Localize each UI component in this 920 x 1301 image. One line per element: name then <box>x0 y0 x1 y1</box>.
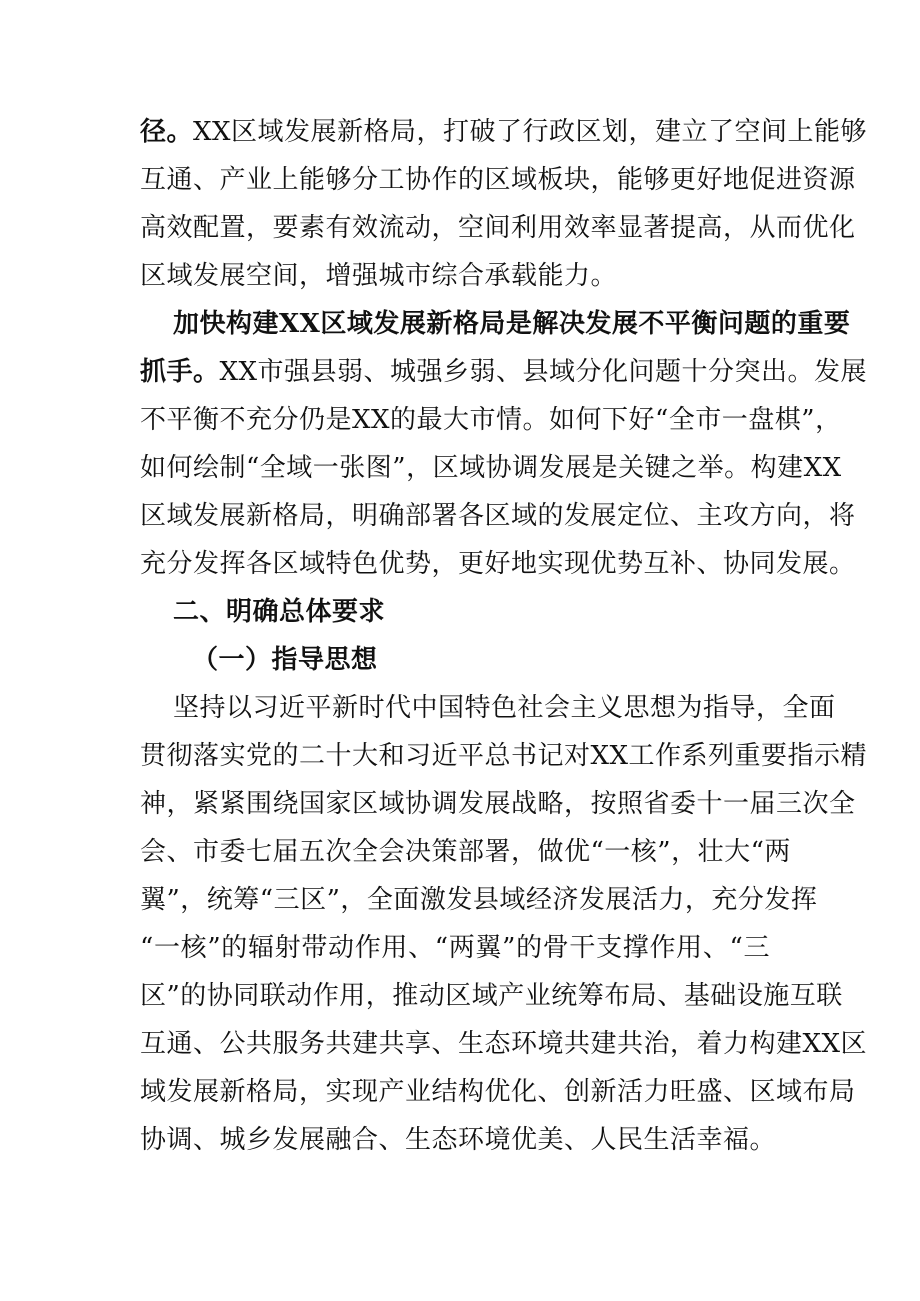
text-line: 神，紧紧围绕国家区域协调发展战略，按照省委十一届三次全 <box>140 789 856 819</box>
text-line: 翼”，统筹“三区”，全面激发县域经济发展活力，充分发挥 <box>140 885 818 915</box>
text-line: 协调、城乡发展融合、生态环境优美、人民生活幸福。 <box>140 1125 777 1155</box>
bold-lead: 抓手。 <box>140 357 220 387</box>
text-line: “一核”的辐射带动作用、“两翼”的骨干支撑作用、“三 <box>140 933 770 963</box>
text-line: 高效配置，要素有效流动，空间利用效率显著提高，从而优化 <box>140 213 856 243</box>
text-line: 坚持以习近平新时代中国特色社会主义思想为指导，全面 <box>173 693 836 723</box>
paragraph-3 <box>140 684 868 1164</box>
text-line: 径。XX区域发展新格局，打破了行政区划，建立了空间上能够 <box>140 117 868 147</box>
text-line: 互通、产业上能够分工协作的区域板块，能够更好地促进资源 <box>140 165 856 195</box>
paragraph-1 <box>140 108 868 300</box>
subsection-heading: （一）指导思想 <box>192 645 378 675</box>
section-heading: 二、明确总体要求 <box>173 597 386 627</box>
text-line: 区域发展新格局，明确部署各区域的发展定位、主攻方向，将 <box>140 501 856 531</box>
text-line: 如何绘制“全域一张图”，区域协调发展是关键之举。构建XX <box>140 453 842 483</box>
text-line: 贯彻落实党的二十大和习近平总书记对XX工作系列重要指示精 <box>140 741 868 771</box>
text-line: 充分发挥各区域特色优势，更好地实现优势互补、协同发展。 <box>140 549 856 579</box>
text-line: 会、市委七届五次全会决策部署，做优“一核”，壮大“两 <box>140 837 791 867</box>
paragraph-2 <box>140 300 868 588</box>
bold-lead-line: 加快构建XX区域发展新格局是解决发展不平衡问题的重要 <box>173 309 851 339</box>
bold-lead: 径。 <box>140 117 194 147</box>
text-line: 区”的协同联动作用，推动区域产业统筹布局、基础设施互联 <box>140 981 843 1011</box>
text-line: 抓手。XX市强县弱、城强乡弱、县域分化问题十分突出。发展 <box>140 357 868 387</box>
text-line: 不平衡不充分仍是XX的最大市情。如何下好“全市一盘棋”， <box>140 405 842 435</box>
text-line: 域发展新格局，实现产业结构优化、创新活力旺盛、区域布局 <box>140 1077 856 1107</box>
text-line: 区域发展空间，增强城市综合承载能力。 <box>140 261 618 291</box>
text-line: 互通、公共服务共建共享、生态环境共建共治，着力构建XX区 <box>140 1029 868 1059</box>
